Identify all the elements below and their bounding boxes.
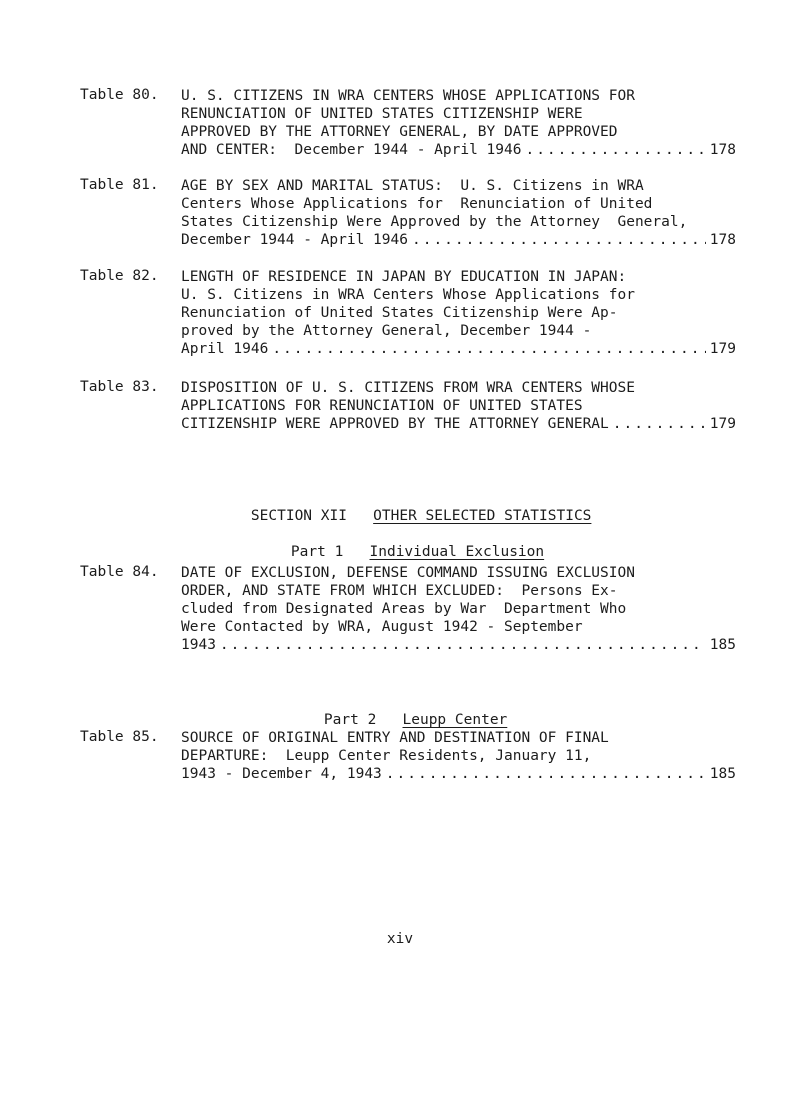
table-label: Table 81. xyxy=(80,177,159,193)
entry-description xyxy=(181,564,736,654)
dot-leader xyxy=(386,765,706,783)
page-reference: 179 xyxy=(709,416,736,432)
table-label: Table 83. xyxy=(80,379,159,395)
entry-last-line xyxy=(181,415,736,433)
entry-line: RENUNCIATION OF UNITED STATES CITIZENSHIP WERE xyxy=(181,106,583,122)
dot-leader xyxy=(272,340,705,358)
page-reference: 185 xyxy=(709,766,736,782)
part-number: Part 1 xyxy=(290,544,344,560)
page-reference: 178 xyxy=(709,142,736,158)
part-number: Part 2 xyxy=(323,712,377,728)
entry-line: DISPOSITION OF U. S. CITIZENS FROM WRA CENTERS WHOSE xyxy=(181,380,635,396)
entry-line: APPROVED BY THE ATTORNEY GENERAL, BY DATE APPROVED xyxy=(181,124,618,140)
entry-line: 1943 - December 4, 1943 xyxy=(181,766,382,782)
entry-description xyxy=(181,729,736,783)
entry-line: DATE OF EXCLUSION, DEFENSE COMMAND ISSUING EXCLUSION xyxy=(181,565,635,581)
entry-line: AND CENTER: December 1944 - April 1946 xyxy=(181,142,522,158)
part-title: Leupp Center xyxy=(402,712,508,728)
table-label: Table 82. xyxy=(80,268,159,284)
entry-line: ORDER, AND STATE FROM WHICH EXCLUDED: Persons Ex- xyxy=(181,583,618,599)
entry-line: LENGTH OF RESIDENCE IN JAPAN BY EDUCATION IN JAPAN: xyxy=(181,269,627,285)
page-reference: 179 xyxy=(709,341,736,357)
dot-leader xyxy=(220,636,706,654)
entry-line: CITIZENSHIP WERE APPROVED BY THE ATTORNEY GENERAL xyxy=(181,416,609,432)
dot-leader xyxy=(613,415,706,433)
entry-line: DEPARTURE: Leupp Center Residents, January 11, xyxy=(181,748,592,764)
part-title: Individual Exclusion xyxy=(369,544,545,560)
entry-line: Were Contacted by WRA, August 1942 - September xyxy=(181,619,583,635)
entry-description xyxy=(181,87,736,159)
entry-line: cluded from Designated Areas by War Department Who xyxy=(181,601,627,617)
table-label: Table 80. xyxy=(80,87,159,103)
entry-line: U. S. Citizens in WRA Centers Whose Applications for xyxy=(181,287,635,303)
entry-description xyxy=(181,177,736,249)
entry-line: U. S. CITIZENS IN WRA CENTERS WHOSE APPLICATIONS FOR xyxy=(181,88,635,104)
entry-line: April 1946 xyxy=(181,341,269,357)
entry-line: AGE BY SEX AND MARITAL STATUS: U. S. Citizens in WRA xyxy=(181,178,644,194)
entry-line: SOURCE OF ORIGINAL ENTRY AND DESTINATION OF FINAL xyxy=(181,730,609,746)
dot-leader xyxy=(412,231,706,249)
entry-last-line xyxy=(181,765,736,783)
page-reference: 178 xyxy=(709,232,736,248)
page-reference: 185 xyxy=(709,637,736,653)
entry-last-line xyxy=(181,636,736,654)
entry-line: 1943 xyxy=(181,637,216,653)
table-label: Table 85. xyxy=(80,729,159,745)
entry-line: Renunciation of United States Citizenship Were Ap- xyxy=(181,305,618,321)
entry-line: proved by the Attorney General, December 1944 - xyxy=(181,323,592,339)
entry-description xyxy=(181,268,736,358)
entry-line: December 1944 - April 1946 xyxy=(181,232,408,248)
entry-line: APPLICATIONS FOR RENUNCIATION OF UNITED STATES xyxy=(181,398,583,414)
dot-leader xyxy=(525,141,705,159)
page-number: xiv xyxy=(386,931,414,947)
entry-line: Centers Whose Applications for Renunciation of United xyxy=(181,196,653,212)
section-title: OTHER SELECTED STATISTICS xyxy=(373,508,592,524)
entry-description xyxy=(181,379,736,433)
entry-last-line xyxy=(181,231,736,249)
section-number: SECTION XII xyxy=(250,508,347,524)
entry-last-line xyxy=(181,340,736,358)
entry-last-line xyxy=(181,141,736,159)
table-label: Table 84. xyxy=(80,564,159,580)
entry-line: States Citizenship Were Approved by the Attorney General, xyxy=(181,214,688,230)
